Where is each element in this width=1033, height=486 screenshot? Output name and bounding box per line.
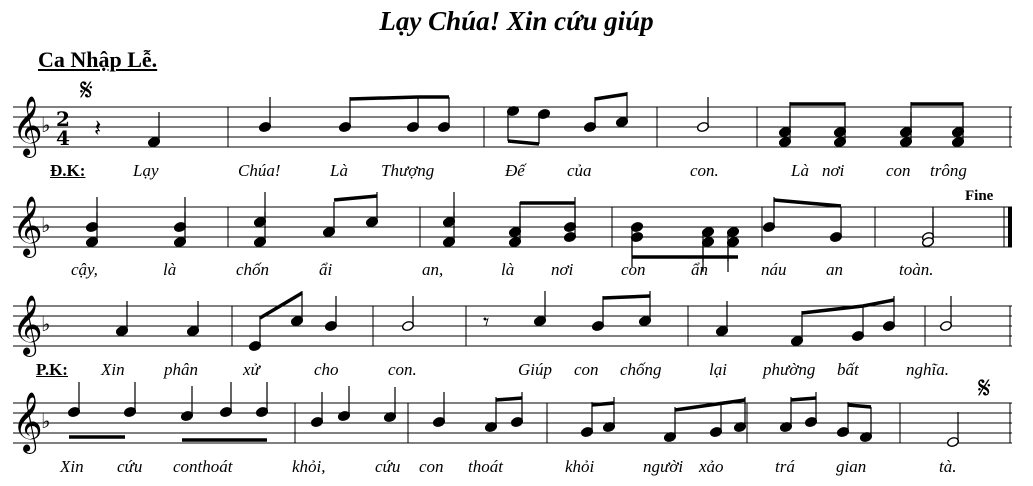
lyric-word: Xin bbox=[60, 457, 84, 476]
fine-marker: Fine bbox=[965, 188, 994, 204]
verse-label: P.K: bbox=[36, 360, 68, 379]
lyric-word: phường bbox=[763, 360, 816, 379]
refrain-label: Đ.K: bbox=[50, 161, 86, 180]
lyric-word: bất bbox=[837, 360, 859, 379]
note-beam bbox=[603, 296, 650, 298]
lyric-word: toàn. bbox=[899, 260, 934, 279]
section-heading: Ca Nhập Lễ. bbox=[38, 47, 158, 72]
lyric-word: cho bbox=[314, 360, 339, 379]
quarter-rest-icon: 𝄽 bbox=[94, 114, 102, 142]
note-beam bbox=[863, 300, 894, 306]
lyric-word: Đế bbox=[505, 161, 525, 180]
lyric-word: nghĩa. bbox=[906, 360, 949, 379]
lyric-word: khỏi, bbox=[292, 457, 326, 476]
lyric-word: con bbox=[621, 260, 646, 279]
segno-icon: 𝄋 bbox=[978, 371, 991, 406]
lyric-word: con. bbox=[690, 161, 719, 180]
staff-lines bbox=[13, 107, 1012, 443]
lyric-word: Là bbox=[791, 161, 809, 180]
lyric-word: an bbox=[826, 260, 843, 279]
lyric-word: con bbox=[886, 161, 911, 180]
time-signature-bottom: 4 bbox=[56, 126, 70, 150]
lyric-word: ẩi bbox=[319, 260, 333, 279]
lyric-word: trá bbox=[775, 457, 795, 476]
notes bbox=[67, 92, 964, 448]
lyric-word: Xin bbox=[101, 360, 125, 379]
segno-icon: 𝄋 bbox=[80, 73, 93, 108]
lyric-word: gian bbox=[836, 457, 867, 476]
lyric-word: nơi bbox=[822, 161, 845, 180]
lyric-word: người bbox=[643, 457, 684, 476]
treble-clef: 𝄞 bbox=[12, 392, 43, 452]
lyric-word: trông bbox=[930, 161, 967, 180]
note-beam bbox=[791, 398, 816, 400]
lyric-word: náu bbox=[761, 260, 787, 279]
song-title: Lạy Chúa! Xin cứu giúp bbox=[379, 6, 654, 36]
note-beam bbox=[592, 403, 614, 405]
lyric-word: nơi bbox=[551, 260, 574, 279]
lyric-word: cứu bbox=[117, 457, 143, 476]
lyric-word: lại bbox=[709, 360, 727, 379]
note-beam bbox=[508, 141, 539, 144]
lyric-word: con. bbox=[388, 360, 417, 379]
lyric-word: Là bbox=[330, 161, 348, 180]
lyric-word: thoát bbox=[468, 457, 503, 476]
lyric-word: chống bbox=[620, 360, 662, 379]
lyric-word: cậy, bbox=[71, 260, 98, 279]
lyric-word: cứu bbox=[375, 457, 401, 476]
lyric-word: tà. bbox=[939, 457, 957, 476]
treble-clef: 𝄞 bbox=[12, 96, 43, 156]
flat-key-signature: ♭ bbox=[41, 113, 51, 137]
treble-clef: 𝄞 bbox=[12, 196, 43, 256]
note-beam bbox=[595, 94, 627, 99]
lyric-word: là bbox=[501, 260, 515, 279]
note-beam bbox=[350, 97, 418, 99]
note-beam bbox=[496, 398, 522, 400]
note-beam bbox=[774, 200, 841, 206]
note-beam bbox=[334, 196, 377, 200]
lyric-word: xử bbox=[243, 360, 260, 379]
lyric-word: xảo bbox=[699, 457, 724, 476]
lyric-word: Giúp bbox=[518, 360, 552, 379]
note-beam bbox=[675, 400, 745, 410]
flat-key-signature: ♭ bbox=[41, 312, 51, 336]
eighth-rest-icon: 𝄾 bbox=[483, 308, 490, 336]
lyric-word: Lạy bbox=[133, 161, 159, 180]
lyric-word: con bbox=[419, 457, 444, 476]
flat-key-signature: ♭ bbox=[41, 213, 51, 237]
lyric-word: an, bbox=[422, 260, 444, 279]
lyric-word: con bbox=[574, 360, 599, 379]
time-signature-top: 2 bbox=[56, 107, 70, 131]
lyric-word: ẩn bbox=[691, 260, 708, 279]
note-beam bbox=[848, 405, 871, 407]
treble-clef: 𝄞 bbox=[12, 295, 43, 355]
note-beam bbox=[802, 306, 863, 313]
lyric-word: Thượng bbox=[381, 161, 435, 180]
lyric-word: khỏi bbox=[565, 457, 595, 476]
lyric-word: phân bbox=[164, 360, 198, 379]
flat-key-signature: ♭ bbox=[41, 409, 51, 433]
lyric-word: chốn bbox=[236, 260, 270, 279]
lyric-word: là bbox=[163, 260, 177, 279]
lyric-word: của bbox=[567, 161, 592, 180]
lyric-word: Chúa! bbox=[238, 161, 281, 180]
lyric-word: conthoát bbox=[173, 457, 233, 476]
